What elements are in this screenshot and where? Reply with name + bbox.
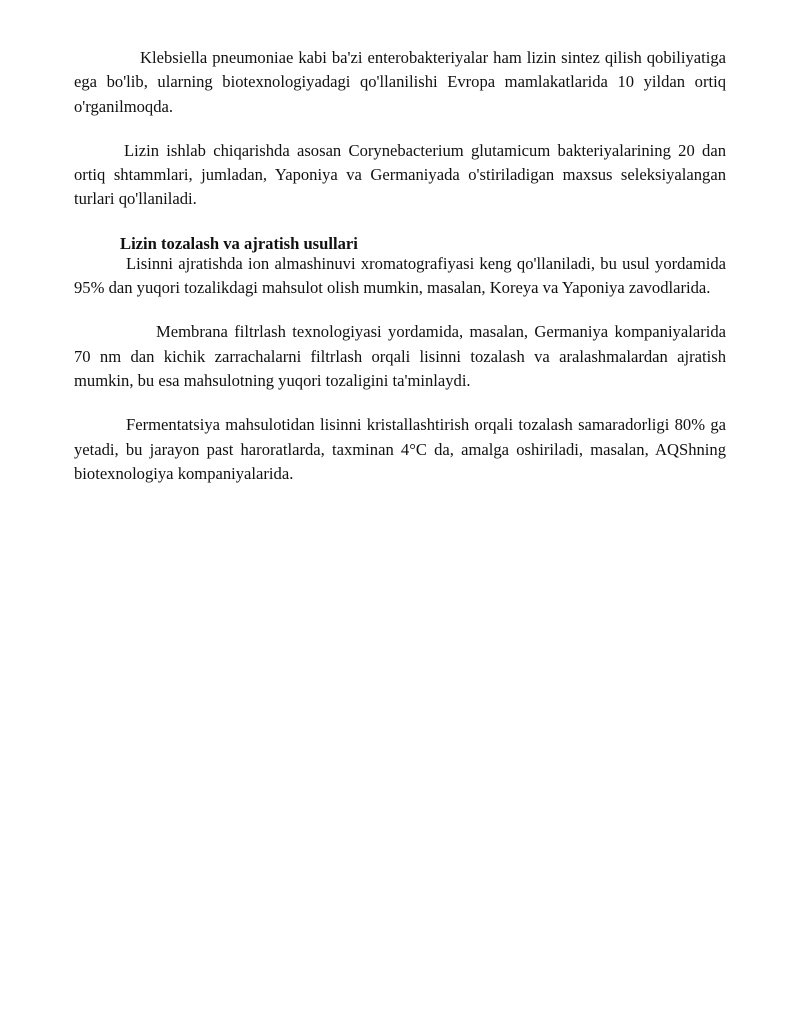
paragraph-corynebacterium: Lizin ishlab chiqarishda asosan Corynebacterium glutamicum bakteriyalarining 20 dan ortiq shtammlari, jumladan, Yaponiya va Germaniyada o'stiriladigan maxsus seleksiyalangan turlari qo'llaniladi. bbox=[74, 140, 726, 209]
paragraph-crystallization: Fermentatsiya mahsulotidan lisinni kristallashtirish orqali tozalash samaradorligi 80% ga yetadi, bu jarayon past haroratlarda, taxminan 4°C da, amalga oshiriladi, masalan, AQShning biotexnologiya kompaniyalarida. bbox=[74, 415, 726, 483]
paragraph-ion-exchange: Lisinni ajratishda ion almashinuvi xromatografiyasi keng qo'llaniladi, bu usul yordamida 95% dan yuqori tozalikdagi mahsulot olish mumkin, masalan, Koreya va Yaponiya zavodlarida. bbox=[74, 253, 726, 298]
paragraph-membrane-filtration: Membrana filtrlash texnologiyasi yordamida, masalan, Germaniya kompaniyalarida 70 nm dan kichik zarrachalarni filtrlash orqali lisinni tozalash va aralashmalardan ajratish mumkin, bu esa mahsulotning yuqori tozaligini ta'minlaydi. bbox=[74, 322, 726, 390]
paragraph-klebsiella: Klebsiella pneumoniae kabi ba'zi enterobakteriyalar ham lizin sintez qilish qobiliyatiga ega bo'lib, ularning biotexnologiyadagi qo'llanilishi Evropa mamlakatlarida 10 yildan ortiq o'rganilmoqda. bbox=[74, 48, 726, 116]
document-page bbox=[74, 46, 726, 486]
section-heading: Lizin tozalash va ajratish usullari bbox=[120, 233, 358, 253]
